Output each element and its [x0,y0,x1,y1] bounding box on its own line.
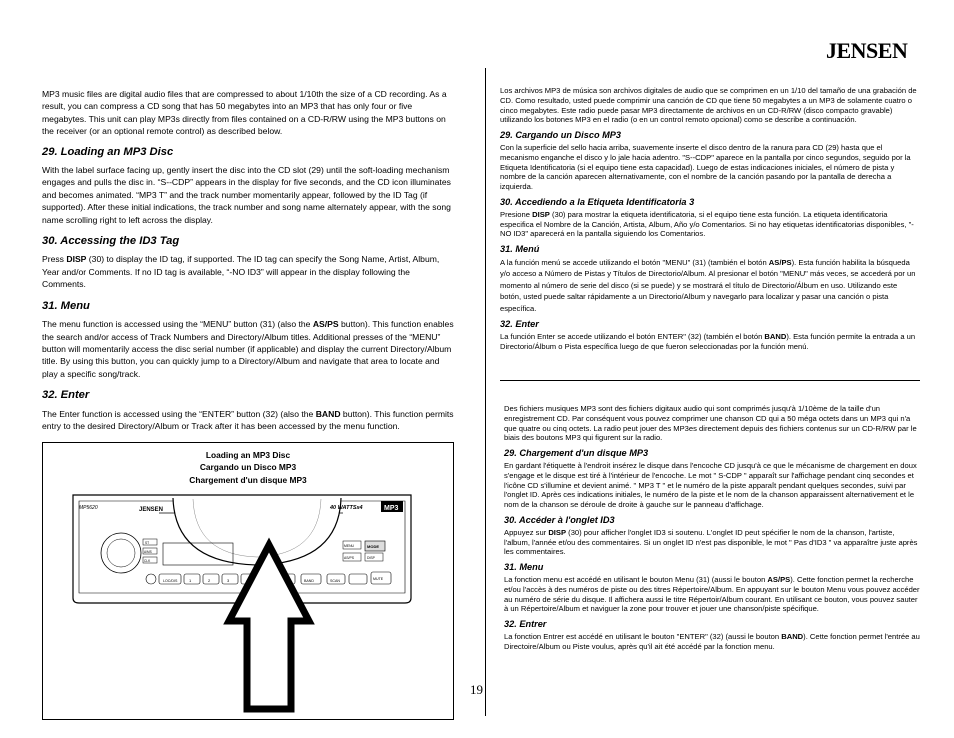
band-label: BAND [304,579,314,583]
loc-dis-label: LOC/DIS [163,579,178,583]
spanish-column [500,86,920,351]
english-s32-title: 32. Enter [42,389,90,402]
disp-label: DISP [367,556,375,560]
faceplate-watts: 40 WATTSx4 [330,505,363,511]
menu-label: MENU [344,544,354,548]
page-number: 19 [470,682,483,697]
scan-label: SCAN [330,579,340,583]
loading-disc-figure [42,442,454,720]
faceplate-brand: JENSEN [139,507,164,513]
section-divider [500,380,920,381]
mute-label: MUTE [373,577,384,581]
clk-label: CLK [144,559,151,563]
english-s31-body: The menu function is accessed using the “MENU” button (31) (also the AS/PS button). This function enables the search and/or access of Track Numbers and Directory/Album titles. Additional presses of the “MENU” button will momentarily access the disc serial number (if applicable) and display the current Directory/Album title. By using this button, you can quickly jump to a Directory/Album and navigate that area to locate and play a specific song/track. [42,319,454,379]
french-s32-title: 32. Entrer [504,619,547,630]
preset-2-label: 2 [208,578,211,583]
spanish-s29-body: Con la superficie del sello hacia arriba, suavemente inserte el disco dentro de la ranura para CD (29) hasta que el mecanismo enganche el disco y lo jale hacia adentro. "S--CDP" aparece en la pantalla por cinco segundos, seguido por la Etiqueta Identificatoria (si el equipo tiene esta capacidad). Luego de estas indicaciones iniciales, el número de pista y nombre de la canción aparecen alternativamente, con el nombre de la canción pasando por la pantalla de derecha a izquierda. [500,142,911,192]
french-s29-title: 29. Chargement d'un disque MP3 [504,448,649,459]
asps-label: AS/PS [344,556,354,560]
french-s30-title: 30. Accéder à l'onglet ID3 [504,514,615,525]
figure-caption-es: Cargando un Disco MP3 [199,462,297,473]
french-s30-body: Appuyez sur DISP (30) pour afficher l'onglet ID3 si soutenu. L'onglet ID peut spécifier le nom de la chanson, l'artiste, l'album, l'année et/ou des commentaires. Si un onglet ID n'est pas disponible, le mot " Pas d'ID3 " va apparaître juste après les commentaires. [504,527,918,557]
spanish-s30-body: Presione DISP (30) para mostrar la etiqueta identificatoria, si el equipo tiene esta función. La etiqueta identificatoria especifica el Nombre de la Canción, Artista, Album, Año y/o Comentarios. Si no hay etiquetas identificatorias disponibles, "-NO ID3" aparecerá en la pantalla siguiendo los Comentarios. [500,209,914,239]
spanish-s30-title: 30. Accediendo a la Etiqueta Identificatoria 3 [500,196,695,207]
faceplate-model: MP5620 [79,505,98,511]
mode-label: MODE [367,544,379,549]
mp3-badge: MP3 [384,505,399,512]
english-s31-title: 31. Menu [42,299,90,312]
ams-label: A/MS [144,550,152,554]
preset-3-label: 3 [227,578,230,583]
car-stereo-illustration [43,443,453,719]
spanish-s29-title: 29. Cargando un Disco MP3 [500,130,621,141]
st-label: ST [145,541,150,545]
english-intro: MP3 music files are digital audio files that are compressed to about 1/10th the size of a CD recording. As a result, you can compress a CD song that has 50 megabytes into an MP3 that has only four or five megabytes. This unit can play MP3s directly from files contained on a CD-R/RW using the MP3 buttons on the receiver (or an optional remote control) as described below. [42,89,447,137]
figure-caption-en: Loading an MP3 Disc [205,450,291,460]
english-s30-title: 30. Accessing the ID3 Tag [42,235,180,248]
french-s32-body: La fonction Entrer est accédé en utilisant le bouton "ENTER" (32) (aussi le bouton BAND). Cette fonction permet l'entrée au Directoire/Album ou Piste voulus, après qu'il ait été accédé par la fonction menu. [504,631,920,651]
english-s32-body: The Enter function is accessed using the “ENTER” button (32) (also the BAND button). This function permits entry to the desired Directory/Album or Track after it has been accessed by the menu function. [42,408,454,431]
spanish-intro: Los archivos MP3 de música son archivos digitales de audio que se comprimen en un 1/10 del tamaño de una grabación de CD. Como resultado, usted puede comprimir una canción de CD que tiene 50 megabytes a un MP3 de solamente cuatro o cinco megabytes. Este radio puede pasar MP3 directamente de archivos en un CD-R/RW (disco compacto gravable) utilizando los botones MP3 en el radio (o en un control remoto opcional) como se describe a continuación. [500,86,917,125]
spanish-s32-body: La función Enter se accede utilizando el botón ENTER" (32) (también el botón BAND). Esta función permite la entrada a un Directorio/Álbum o Pista específica luego de que fueron seleccionadas por la función menú. [500,331,916,351]
english-s30-body: Press DISP (30) to display the ID tag, if supported. The ID tag can specify the Song Name, Artist, Album, Year and/or Comments. If no ID tag is available, “-NO ID3” will appear in the display following the Comments. [42,254,440,290]
english-column [42,88,454,432]
french-column [504,404,920,652]
french-s31-title: 31. Menu [504,562,544,573]
french-s29-body: En gardant l'étiquette à l'endroit insérez le disque dans l'encoche CD jusqu'à ce que le mécanisme de chargement en doux s'engage et le disque est tiré à l'intérieur de l'encoche. Le mot " S-CDP " apparaît sur l'affichage pendant cinq secondes et l'icône CD s'illumine et devient animé. " MP3 T " et le numéro de la piste apparaît pendant quelques secondes, suivi par l'onglet ID. Après ces indications initiales, le numéro de la piste et le nom de la chanson apparaissent alternativement et le nom de la chanson se déroule de droite à gauche sur le panneau d'affichage. [504,460,917,510]
figure-caption-fr: Chargement d'un disque MP3 [189,474,307,485]
preset-1-label: 1 [189,578,192,583]
english-s29-body: With the label surface facing up, gently insert the disc into the CD slot (29) until the soft-loading mechanism engages and pulls the disc in. “S--CDP” appears in the display for five seconds, and the CD icon illuminates and becomes animated. “MP3 T” and the track number momentarily appear, followed by the ID Tag (if supported). After these initial indications, the track number and song name alternately appear, with the song name scrolling right to left across the display. [42,165,451,225]
jensen-logo: JENSEN [826,38,908,63]
spanish-s31-title: 31. Menú [500,244,540,255]
english-s29-title: 29. Loading an MP3 Disc [42,145,174,158]
spanish-s32-title: 32. Enter [500,318,539,329]
column-divider [485,68,486,716]
spanish-s31-body: A la función menú se accede utilizando el botón "MENU" (31) (también el botón AS/PS). Esta función habilita la búsqueda y/o acceso a Número de Pistas y Títulos de Directorio/Album. Al presionar el botón "MENU" más veces, se accederá por un momento al número de serie del disco (si se puede) y se mostrará el título de Directorio/Álbum en uso. Utilizando este botón, usted puede saltar rápidamente a un Directorio/Album y navegarlo para localizar y pasar una canción o pista específica. [500,257,916,313]
french-s31-body: La fonction menu est accédé en utilisant le bouton Menu (31) (aussi le bouton AS/PS). Cette fonction permet la recherche et/ou l'accès à des numéros de piste ou des titres Répertoire/Album. En appuyant sur le bouton Menu vous pouvez accéder au numéro de série du disque. Il affichera aussi le titre Répertoir/Album courant. En utilisant ce bouton, vous pouvez sauter à un Répertoire/Album et naviguer la zone pour trouver et jouer une chanson/piste spécifique. [504,574,920,614]
french-intro: Des fichiers musiques MP3 sont des fichiers digitaux audio qui sont comprimés jusqu'à 1/10ème de la taille d'un enregistrement CD. Par conséquent vous pouvez comprimer une chanson CD qui a 50 méga octets dans un MP3 qui n'a que quatre ou cinq octets. La radio peut jouer des MP3es directement depuis des fichiers contenus sur un CD-R/RW par le biais des boutons MP3 qui figurent sur la radio. [504,404,917,443]
